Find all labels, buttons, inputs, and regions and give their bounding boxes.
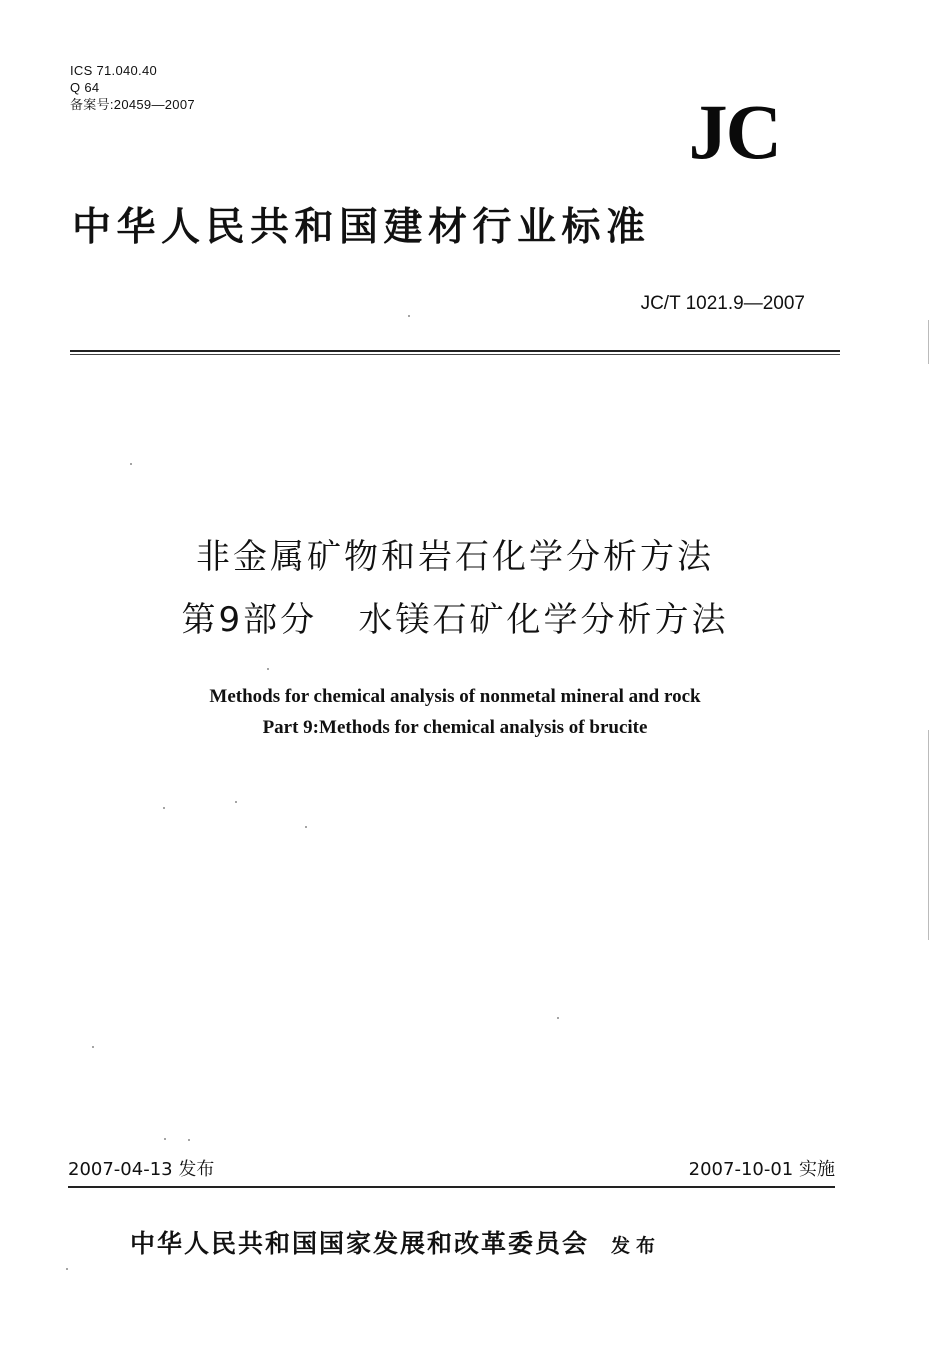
scan-edge-mark: [928, 730, 929, 940]
scan-speck: [66, 1268, 68, 1270]
ccs-code: Q 64: [70, 80, 100, 95]
chinese-title-line-1: 非金属矿物和岩石化学分析方法: [196, 537, 714, 577]
issuer-suffix: 发布: [611, 1235, 662, 1257]
english-title-line-1: Methods for chemical analysis of nonmetal mineral and rock: [209, 686, 701, 707]
implementation-date: 2007-10-01 实施: [688, 1159, 835, 1180]
scan-speck: [163, 807, 165, 809]
ics-code: ICS 71.040.40: [70, 63, 158, 78]
issuing-authority: [130, 1226, 661, 1264]
filing-number: 备案号:20459—2007: [70, 97, 195, 112]
scan-speck: [235, 801, 237, 803]
issue-date: 2007-04-13 发布: [68, 1159, 215, 1180]
issuer-name: 中华人民共和国国家发展和改革委员会: [130, 1229, 590, 1258]
scan-speck: [305, 826, 307, 828]
scan-edge-mark: [928, 320, 929, 364]
scan-speck: [130, 463, 132, 465]
footer-divider: [68, 1186, 835, 1188]
scan-speck: [557, 1017, 559, 1019]
standard-number: JC/T 1021.9—2007: [640, 293, 805, 314]
scan-speck: [267, 668, 269, 670]
jc-logo: JC: [688, 88, 780, 175]
classification-block: [70, 62, 195, 113]
standard-category-title: 中华人民共和国建材行业标准: [72, 205, 651, 250]
scan-speck: [408, 315, 410, 317]
scan-speck: [164, 1138, 166, 1140]
header-divider: [70, 350, 840, 355]
english-title-line-2: Part 9:Methods for chemical analysis of brucite: [262, 717, 648, 738]
scan-speck: [92, 1046, 94, 1048]
chinese-title-line-2: 第9部分 水镁石矿化学分析方法: [181, 600, 729, 640]
scan-speck: [188, 1139, 190, 1141]
